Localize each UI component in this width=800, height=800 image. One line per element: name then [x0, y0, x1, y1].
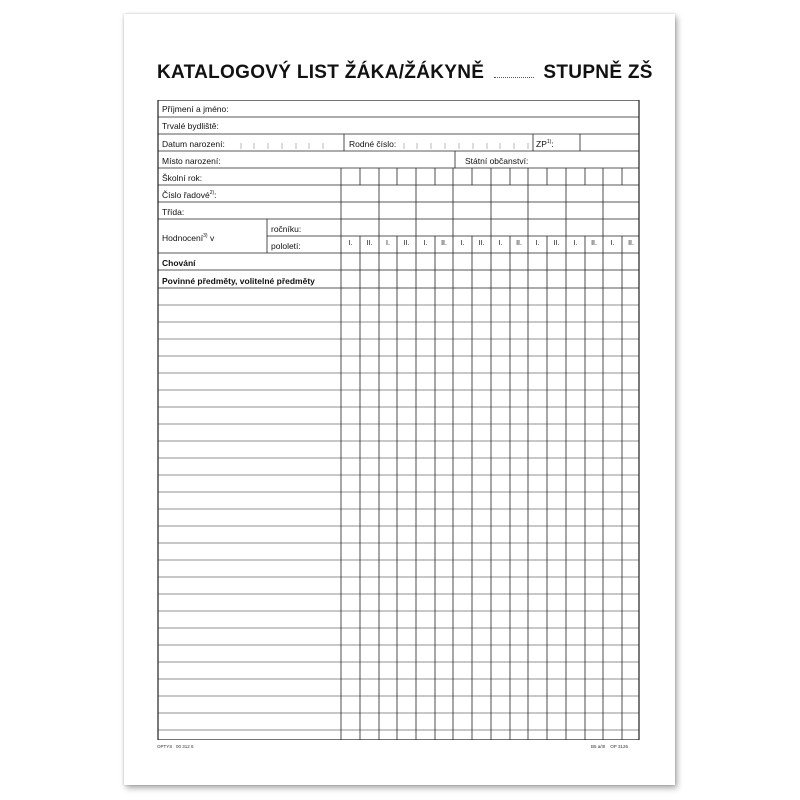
- half-year-label: II.: [441, 240, 447, 247]
- half-year-label: I.: [573, 240, 578, 247]
- half-year-label: II.: [628, 240, 634, 247]
- residence-label: Trvalé bydliště:: [162, 121, 219, 131]
- evaluation-label: Hodnocení$^{3)}$ v: [162, 233, 215, 243]
- title-main: KATALOGOVÝ LIST ŽÁKA/ŽÁKYNĚ: [157, 62, 485, 83]
- row-number-label: Číslo řadové$^{2)}$:: [162, 190, 217, 200]
- citizenship-label: Státní občanství:: [465, 156, 529, 166]
- subjects-label: Povinné předměty, volitelné předměty: [162, 276, 315, 286]
- form-grid: [157, 100, 641, 740]
- form-title: [157, 62, 653, 92]
- grade-blank-field[interactable]: [494, 63, 534, 78]
- half-label: pololetí:: [271, 241, 301, 251]
- footer-right: B5 a/III OP 3126: [591, 744, 628, 749]
- school-year-label: Školní rok:: [162, 173, 203, 183]
- half-year-label: I.: [498, 240, 503, 247]
- zp-label: ZP$^{1)}$:: [536, 139, 554, 149]
- half-year-label: I.: [610, 240, 615, 247]
- footer-left: OPTYS 00 312 6: [157, 744, 194, 749]
- half-year-label: II.: [478, 240, 485, 247]
- half-year-label: I.: [348, 240, 353, 247]
- half-year-label: II.: [553, 240, 560, 247]
- title-suffix: STUPNĚ ZŠ: [543, 62, 653, 83]
- birthplace-label: Místo narození:: [162, 156, 221, 166]
- half-year-label: II.: [516, 240, 522, 247]
- year-label: ročníku:: [271, 224, 302, 234]
- half-year-label: II.: [591, 240, 597, 247]
- half-year-label: II.: [366, 240, 373, 247]
- birth-date-label: Datum narození:: [162, 139, 225, 149]
- name-label: Příjmení a jméno:: [162, 104, 229, 114]
- half-year-label: I.: [460, 240, 465, 247]
- birth-number-label: Rodné číslo:: [349, 139, 397, 149]
- half-year-label: I.: [386, 240, 390, 247]
- half-year-label: I.: [535, 240, 540, 247]
- half-year-label: II.: [403, 240, 410, 247]
- class-label: Třída:: [162, 207, 185, 217]
- behavior-label: Chování: [162, 258, 196, 268]
- half-year-label: I.: [423, 240, 428, 247]
